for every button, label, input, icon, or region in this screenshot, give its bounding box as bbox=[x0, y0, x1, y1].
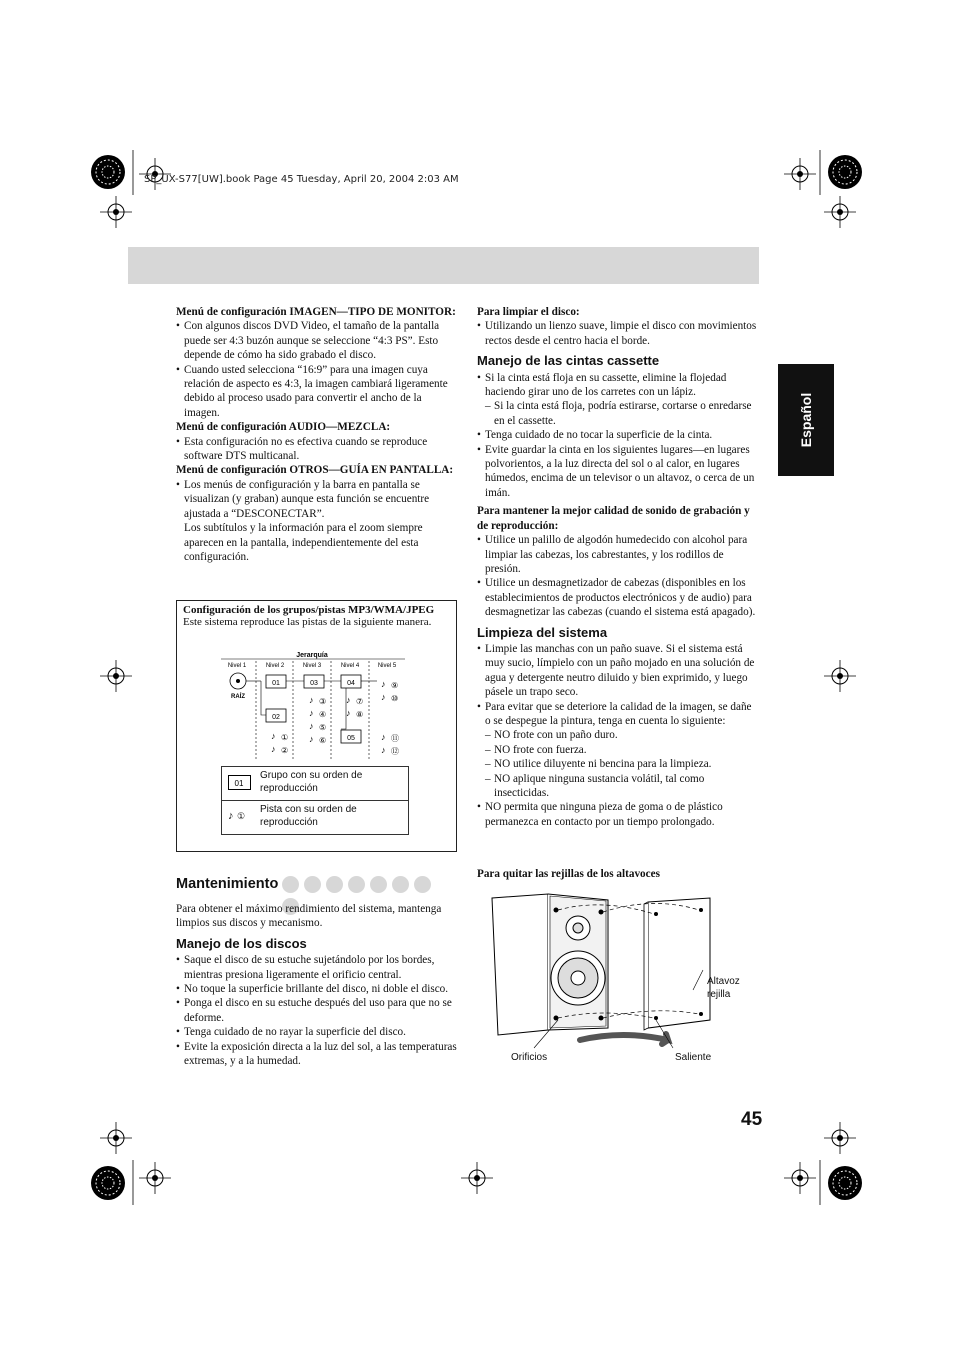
svg-text:♪: ♪ bbox=[381, 732, 386, 742]
list-item: • Saque el disco de su estuche sujetándolo por los bordes, mientras presiona ligeramente el orificio central. bbox=[176, 953, 460, 982]
hierarchy-title: Jerarquía bbox=[296, 652, 328, 659]
svg-text:♪: ♪ bbox=[309, 695, 314, 705]
audio-title: Menú de configuración AUDIO—MEZCLA: bbox=[176, 421, 391, 434]
language-tab-label: Español bbox=[798, 392, 814, 448]
dash-item: – NO aplique ninguna sustancia volátil, tal como insecticidas. bbox=[477, 772, 759, 801]
caption-saliente: Saliente bbox=[675, 1052, 712, 1063]
page-number: 45 bbox=[741, 1109, 763, 1130]
list-item: • NO permita que ninguna pieza de goma o de plástico permanezca en contacto por un tiempo prolongado. bbox=[477, 800, 759, 829]
legend-row-group bbox=[222, 767, 408, 800]
legend-track-code: ① bbox=[237, 811, 246, 821]
mantenimiento-body bbox=[176, 902, 460, 1068]
header-band bbox=[128, 247, 759, 284]
hierarchy-legend bbox=[221, 766, 409, 835]
list-item: • Utilizando un lienzo suave, limpie el disco con movimientos rectos desde el centro hacia el borde. bbox=[477, 319, 759, 348]
track-label: ③ bbox=[319, 697, 327, 706]
audio-list bbox=[176, 435, 460, 464]
track-label: ⑥ bbox=[319, 736, 327, 745]
calidad-list bbox=[477, 533, 759, 619]
group-label: 03 bbox=[310, 680, 318, 687]
track-label: ⑦ bbox=[356, 697, 364, 706]
otros-list bbox=[176, 478, 460, 521]
svg-text:♪: ♪ bbox=[381, 745, 386, 755]
sistema-title: Limpieza del sistema bbox=[477, 624, 608, 640]
music-note-icon: ♪ bbox=[228, 810, 234, 822]
right-column bbox=[477, 305, 759, 829]
list-item: • Si la cinta está floja en su cassette, elimine la flojedad haciendo girar uno de los carretes con un lápiz. – Si la cinta está floja, podría estirarse, cortarse o enredarse en el cassette. bbox=[477, 371, 759, 429]
root-label: RAÍZ bbox=[231, 694, 245, 700]
list-item: • Con algunos discos DVD Video, el tamaño de la pantalla puede ser 4:3 buzón aunque se seleccione “4:3 PS”. Esto depende de cómo ha sido grabado el disco. bbox=[176, 319, 460, 362]
legend-row-track bbox=[222, 800, 408, 834]
track-label: ④ bbox=[319, 710, 327, 719]
svg-text:♪: ♪ bbox=[381, 679, 386, 689]
sistema-list bbox=[477, 642, 759, 829]
caption-altavoz: Altavoz bbox=[707, 976, 740, 987]
otros-title: Menú de configuración OTROS—GUÍA EN PANTALLA: bbox=[176, 464, 454, 477]
group-label: 01 bbox=[272, 680, 280, 687]
level-label: Nivel 2 bbox=[265, 663, 285, 669]
dash-item: – NO utilice diluyente ni bencina para la limpieza. bbox=[477, 757, 759, 771]
svg-text:♪: ♪ bbox=[346, 695, 351, 705]
list-item: • Utilice un palillo de algodón humedecido con alcohol para limpiar las cabezas, los cabrestantes, y los rodillos de presión. bbox=[477, 533, 759, 576]
mp3-config-box bbox=[176, 600, 457, 852]
cintas-title: Manejo de las cintas cassette bbox=[477, 353, 660, 369]
imagen-list bbox=[176, 319, 460, 420]
dash-item: – NO frote con un paño duro. bbox=[477, 728, 759, 742]
legend-group-code: 01 bbox=[234, 779, 244, 788]
list-item: • Los menús de configuración y la barra en pantalla se visualizan (y graban) aunque esta función se encuentre ajustada a “DESCONECTAR”. bbox=[176, 478, 460, 521]
box-text: Este sistema reproduce las pistas de la siguiente manera. bbox=[183, 616, 432, 628]
track-label: ⑪ bbox=[391, 734, 399, 743]
list-item: • Cuando usted selecciona “16:9” para una imagen cuya relación de aspecto es 4:3, la imagen cambiará ligeramente debido al proceso usado para convertir el ancho de la imagen. bbox=[176, 363, 460, 421]
list-item: • No toque la superficie brillante del disco, ni doble el disco. bbox=[176, 982, 460, 996]
legend-group-text: Grupo con su orden de reproducción bbox=[260, 770, 363, 794]
level-label: Nivel 3 bbox=[302, 663, 322, 669]
list-item: • Ponga el disco en su estuche después del uso para que no se deforme. bbox=[176, 996, 460, 1025]
list-item: • Esta configuración no es efectiva cuando se reproduce software DTS multicanal. bbox=[176, 435, 460, 464]
track-label: ⑧ bbox=[356, 710, 364, 719]
file-header: SP_UX-S77[UW].book Page 45 Tuesday, April 20, 2004 2:03 AM bbox=[144, 174, 459, 185]
svg-text:♪: ♪ bbox=[309, 708, 314, 718]
mantenimiento-title: Mantenimiento bbox=[176, 876, 279, 892]
mantenimiento-header bbox=[176, 874, 457, 896]
language-tab bbox=[778, 364, 834, 476]
list-item: • Para evitar que se deteriore la calidad de la imagen, se dañe o se despegue la pintura, tenga en cuenta lo siguiente: – NO frote con un paño duro. – NO frote con fuerza. – NO utilice diluyente ni bencina para la limpieza. – NO aplique ninguna sustancia volátil, tal como insecticidas. bbox=[477, 700, 759, 801]
rejillas-title: Para quitar las rejillas de los altavoces bbox=[477, 868, 660, 880]
group-label: 04 bbox=[347, 680, 355, 687]
discos-title: Manejo de los discos bbox=[176, 935, 307, 951]
dash-list bbox=[477, 399, 759, 428]
otros-continuation: Los subtítulos y la información para el zoom siempre aparecen en la pantalla, independientemente del esta configuración. bbox=[184, 522, 423, 563]
list-item: • Utilice un desmagnetizador de cabezas (disponibles en los establecimientos de productos electrónicos y de audio) para desmagnetizar las cabezas (cuando el sistema está apagado). bbox=[477, 576, 759, 619]
svg-text:♪: ♪ bbox=[381, 692, 386, 702]
legend-track-text: Pista con su orden de reproducción bbox=[260, 804, 357, 828]
left-column bbox=[176, 305, 460, 564]
svg-text:♪: ♪ bbox=[309, 734, 314, 744]
track-label: ⑨ bbox=[391, 681, 399, 690]
list-item: • Tenga cuidado de no tocar la superficie de la cinta. bbox=[477, 428, 759, 442]
track-label: ① bbox=[281, 733, 289, 742]
svg-text:♪: ♪ bbox=[309, 721, 314, 731]
list-item: • Evite la exposición directa a la luz del sol, a las temperaturas extremas, y a la humedad. bbox=[176, 1040, 460, 1069]
track-label: ② bbox=[281, 746, 289, 755]
caption-orificios: Orificios bbox=[511, 1052, 548, 1063]
list-item: • Limpie las manchas con un paño suave. Si el sistema está muy sucio, límpielo con un paño mojado en una solución de agua y detergente neutro diluido y bien exprimido, y luego pásele un trapo seco. bbox=[477, 642, 759, 700]
hierarchy-diagram bbox=[221, 649, 411, 761]
group-label: 05 bbox=[347, 735, 355, 742]
track-label: ⑫ bbox=[391, 747, 399, 756]
track-label: ⑤ bbox=[319, 723, 327, 732]
box-title: Configuración de los grupos/pistas MP3/WMA/JPEG bbox=[183, 604, 435, 616]
caption-rejilla: rejilla bbox=[707, 989, 731, 1000]
dash-item: – NO frote con fuerza. bbox=[477, 743, 759, 757]
mantenimiento-intro: Para obtener el máximo rendimiento del sistema, mantenga limpios sus discos y mecanismo. bbox=[176, 903, 442, 930]
level-label: Nivel 5 bbox=[377, 663, 397, 669]
svg-text:♪: ♪ bbox=[346, 708, 351, 718]
imagen-title: Menú de configuración IMAGEN—TIPO DE MONITOR: bbox=[176, 306, 456, 318]
dash-item: – Si la cinta está floja, podría estirarse, cortarse o enredarse en el cassette. bbox=[477, 399, 759, 428]
track-label: ⑩ bbox=[391, 694, 399, 703]
list-item: • Tenga cuidado de no rayar la superficie del disco. bbox=[176, 1025, 460, 1039]
calidad-title: Para mantener la mejor calidad de sonido de grabación y de reproducción: bbox=[477, 505, 750, 532]
group-label: 02 bbox=[272, 714, 280, 721]
svg-text:♪: ♪ bbox=[271, 731, 276, 741]
cintas-list bbox=[477, 371, 759, 501]
dash-list bbox=[477, 728, 759, 800]
level-label: Nivel 1 bbox=[227, 663, 247, 669]
limpiar-list bbox=[477, 319, 759, 348]
limpiar-title: Para limpiar el disco: bbox=[477, 306, 580, 318]
list-item: • Evite guardar la cinta en los siguientes lugares—en lugares polvorientos, a la luz directa del sol o al calor, en lugares húmedos, encima de un televisor o un altavoz, o cerca de un imán. bbox=[477, 443, 759, 501]
svg-text:♪: ♪ bbox=[271, 744, 276, 754]
discos-list bbox=[176, 953, 460, 1068]
level-label: Nivel 4 bbox=[340, 663, 360, 669]
